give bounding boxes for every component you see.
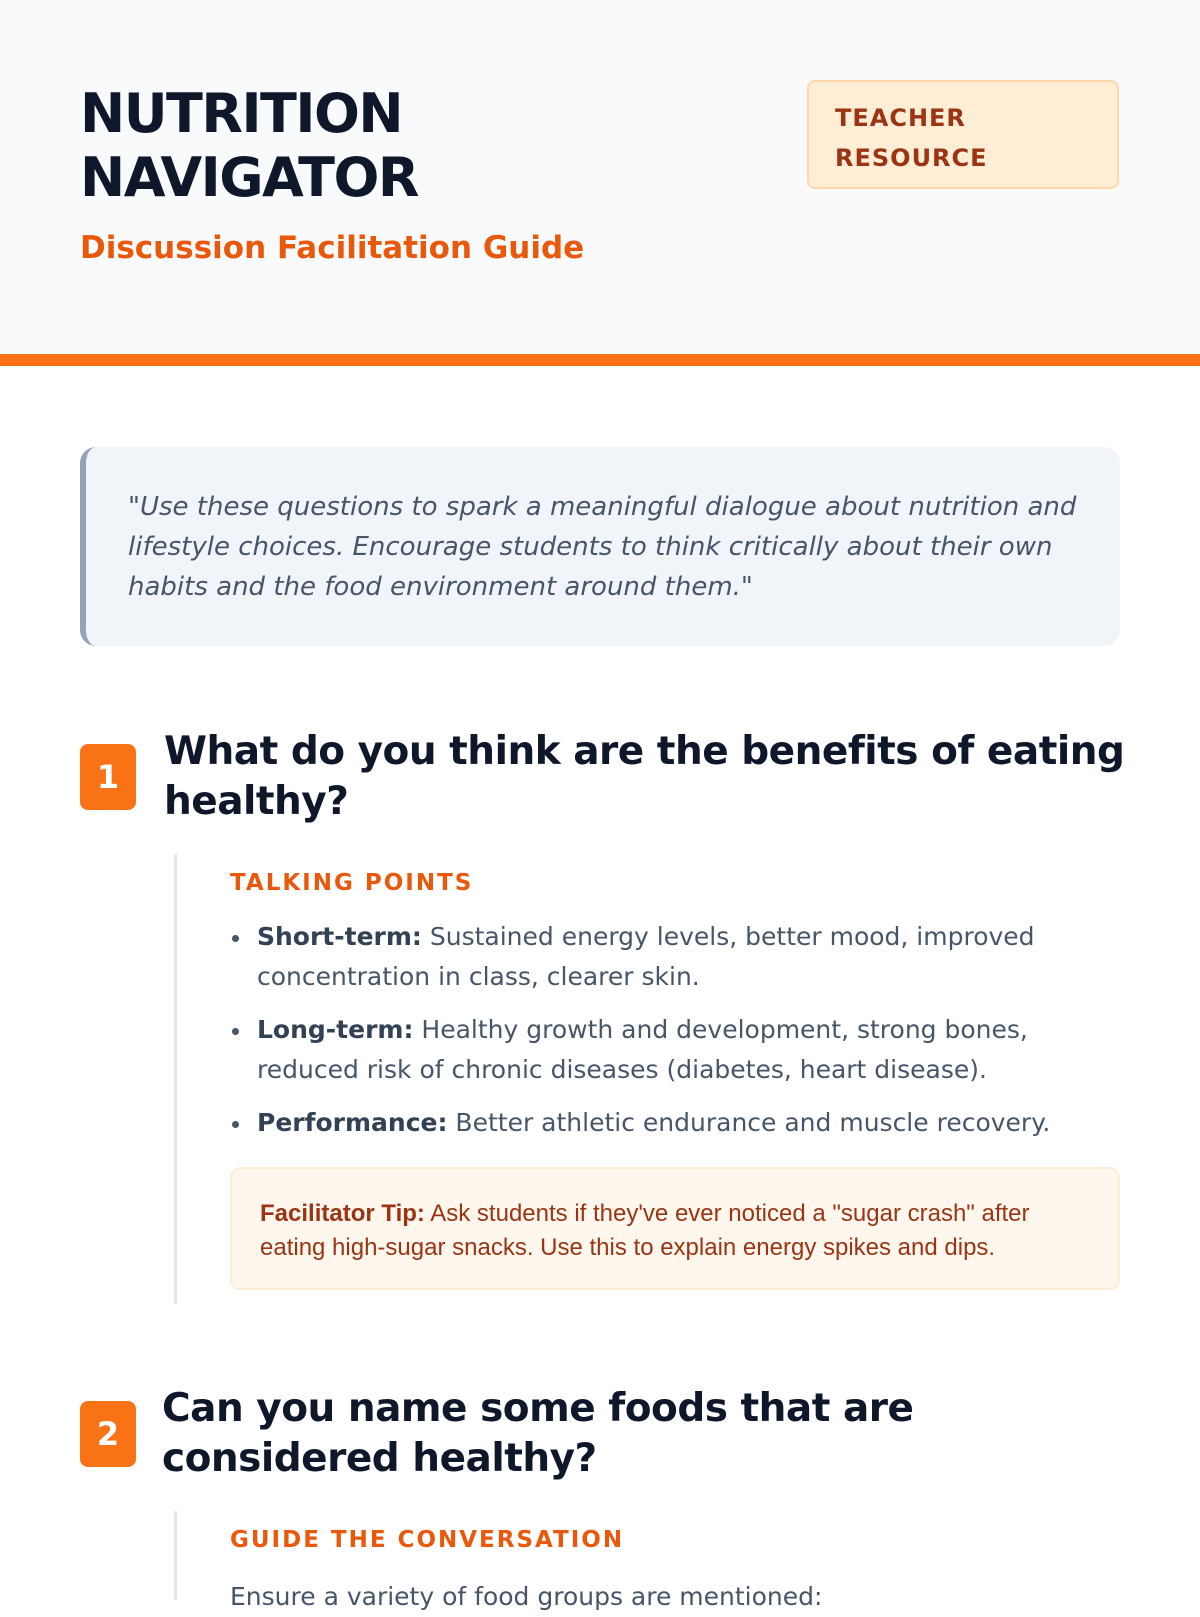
tip-line: eating high-sugar snacks. Use this to explain energy spikes and dips. bbox=[260, 1234, 996, 1261]
page-subtitle: Discussion Facilitation Guide bbox=[80, 230, 585, 266]
question-title-line-1: What do you think are the benefits of eating bbox=[164, 729, 1125, 774]
page-title bbox=[80, 82, 418, 210]
point-label: Long-term: bbox=[257, 1015, 414, 1044]
question-title-line-1: Can you name some foods that are bbox=[162, 1386, 914, 1431]
list-item-line bbox=[257, 1010, 1120, 1050]
tip-line bbox=[260, 1197, 1090, 1231]
title-line-1: NUTRITION bbox=[80, 82, 403, 145]
question-number-badge: 1 bbox=[80, 744, 136, 810]
point-label: Performance: bbox=[257, 1108, 448, 1137]
question-number-badge: 2 bbox=[80, 1401, 136, 1467]
question-title bbox=[162, 1384, 913, 1484]
page-header bbox=[0, 0, 1200, 366]
tip-text: Ask students if they've ever noticed a "sugar crash" after bbox=[424, 1200, 1030, 1227]
badge-line-2: RESOURCE bbox=[835, 144, 988, 172]
teacher-resource-badge bbox=[807, 80, 1119, 189]
title-line-2: NAVIGATOR bbox=[80, 146, 418, 209]
point-text: Healthy growth and development, strong bones, bbox=[413, 1015, 1028, 1044]
point-text: Better athletic endurance and muscle recovery. bbox=[447, 1108, 1051, 1137]
list-item bbox=[230, 917, 1120, 997]
facilitator-tip bbox=[230, 1167, 1120, 1290]
question-title-line-2: healthy? bbox=[164, 779, 349, 824]
tip-label: Facilitator Tip: bbox=[260, 1200, 425, 1227]
badge-line-1: TEACHER bbox=[835, 104, 966, 132]
point-text: Sustained energy levels, better mood, improved bbox=[421, 922, 1035, 951]
list-item bbox=[230, 1010, 1120, 1090]
list-item bbox=[230, 1103, 1120, 1143]
question-title bbox=[164, 727, 1124, 827]
question-divider-line bbox=[174, 1511, 177, 1600]
point-label: Short-term: bbox=[257, 922, 422, 951]
question-divider-line bbox=[174, 854, 177, 1304]
guide-intro-text: Ensure a variety of food groups are mentioned: bbox=[230, 1582, 823, 1611]
talking-points-list bbox=[230, 917, 1120, 1156]
list-item-line bbox=[257, 1103, 1120, 1143]
question-title-line-2: considered healthy? bbox=[162, 1436, 597, 1481]
section-label-guide-conversation: GUIDE THE CONVERSATION bbox=[230, 1527, 625, 1553]
list-item-line: reduced risk of chronic diseases (diabetes, heart disease). bbox=[257, 1055, 987, 1084]
section-label-talking-points: TALKING POINTS bbox=[230, 870, 474, 896]
list-item-line: concentration in class, clearer skin. bbox=[257, 962, 700, 991]
list-item-line bbox=[257, 917, 1120, 957]
intro-quote: "Use these questions to spark a meaningful dialogue about nutrition and lifestyle choices. Encourage students to think critically about their own habits and the food environment around them." bbox=[80, 447, 1120, 646]
